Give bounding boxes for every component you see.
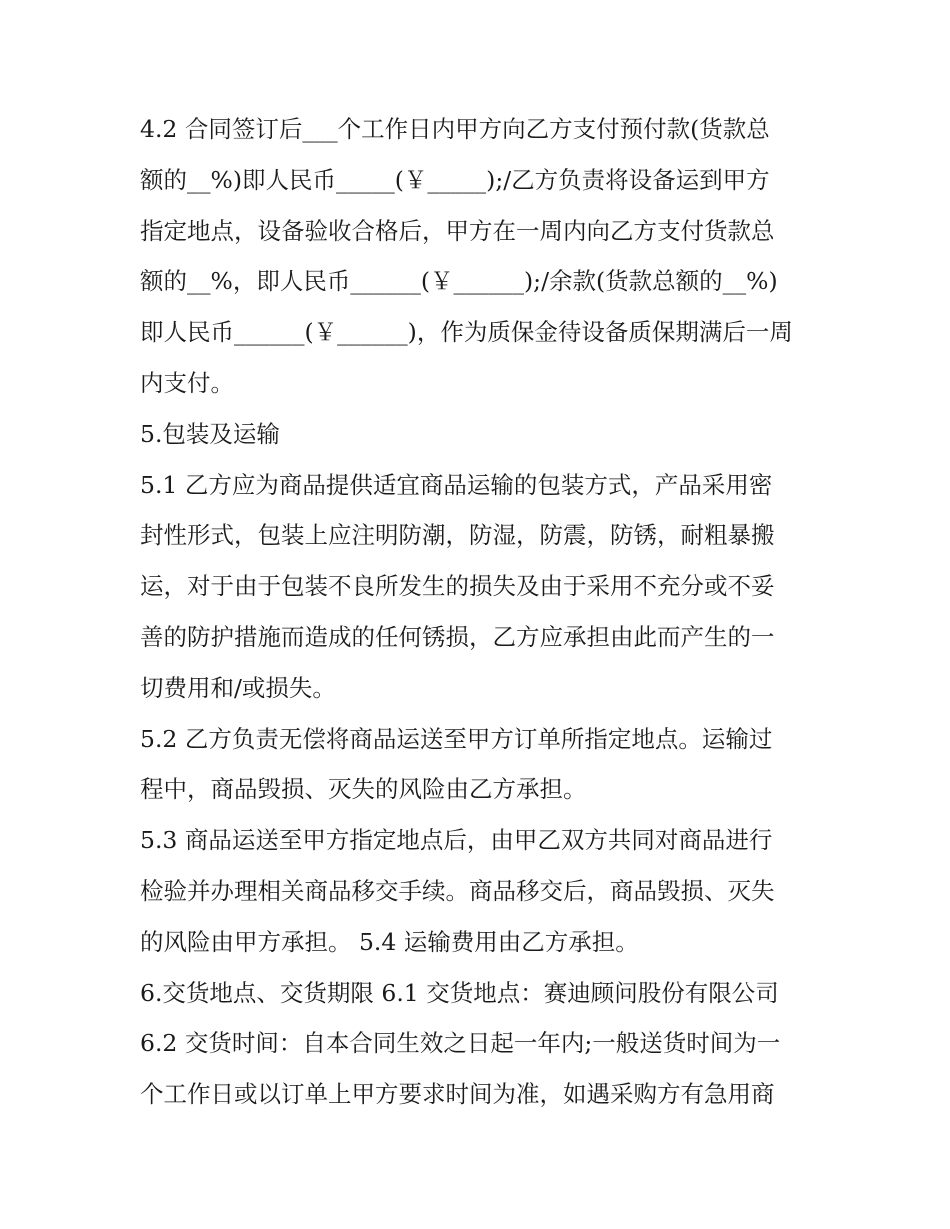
- text-line-5-1c: 运，对于由于包装不良所发生的损失及由于采用不充分或不妥: [140, 572, 775, 601]
- text-line-5-2a: 5.2 乙方负责无偿将商品运送至甲方订单所指定地点。运输过: [140, 724, 773, 753]
- text-line-5-3a: 5.3 商品运送至甲方指定地点后，由甲乙双方共同对商品进行: [140, 826, 773, 855]
- text-line-4-2f: 内支付。: [140, 368, 234, 397]
- section-heading-5: 5.包装及运输: [140, 419, 280, 448]
- text-line-4-2c: 指定地点，设备验收合格后，甲方在一周内向乙方支付货款总: [140, 216, 775, 245]
- text-line-4-2e: 即人民币______(￥______)，作为质保金待设备质保期满后一周: [140, 318, 793, 347]
- text-line-4-2a: 4.2 合同签订后___个工作日内甲方向乙方支付预付款(货款总: [140, 115, 770, 143]
- text-line-5-3c: 的风险由甲方承担。 5.4 运输费用由乙方承担。: [140, 927, 639, 956]
- contract-text: [140, 104, 830, 1120]
- text-line-5-1b: 封性形式，包装上应注明防潮，防湿，防震，防锈，耐粗暴搬: [140, 521, 775, 550]
- text-line-4-2b: 额的__%)即人民币_____(￥_____);/乙方负责将设备运到甲方: [140, 165, 770, 194]
- text-line-5-1e: 切费用和/或损失。: [140, 673, 336, 702]
- text-line-5-3b: 检验并办理相关商品移交手续。商品移交后，商品毁损、灭失: [140, 876, 775, 905]
- text-line-4-2d: 额的__%，即人民币______(￥______);/余款(货款总额的__%): [140, 267, 778, 296]
- text-line-5-1a: 5.1 乙方应为商品提供适宜商品运输的包装方式，产品采用密: [140, 470, 773, 499]
- text-line-5-2b: 程中，商品毁损、灭失的风险由乙方承担。: [140, 775, 587, 804]
- section-heading-6: 6.交货地点、交货期限 6.1 交货地点：赛迪顾问股份有限公司: [140, 978, 779, 1007]
- text-line-6-2b: 个工作日或以订单上甲方要求时间为准，如遇采购方有急用商: [140, 1080, 775, 1109]
- text-line-6-2a: 6.2 交货时间：自本合同生效之日起一年内;一般送货时间为一: [140, 1029, 781, 1058]
- text-line-5-1d: 善的防护措施而造成的任何锈损，乙方应承担由此而产生的一: [140, 622, 775, 651]
